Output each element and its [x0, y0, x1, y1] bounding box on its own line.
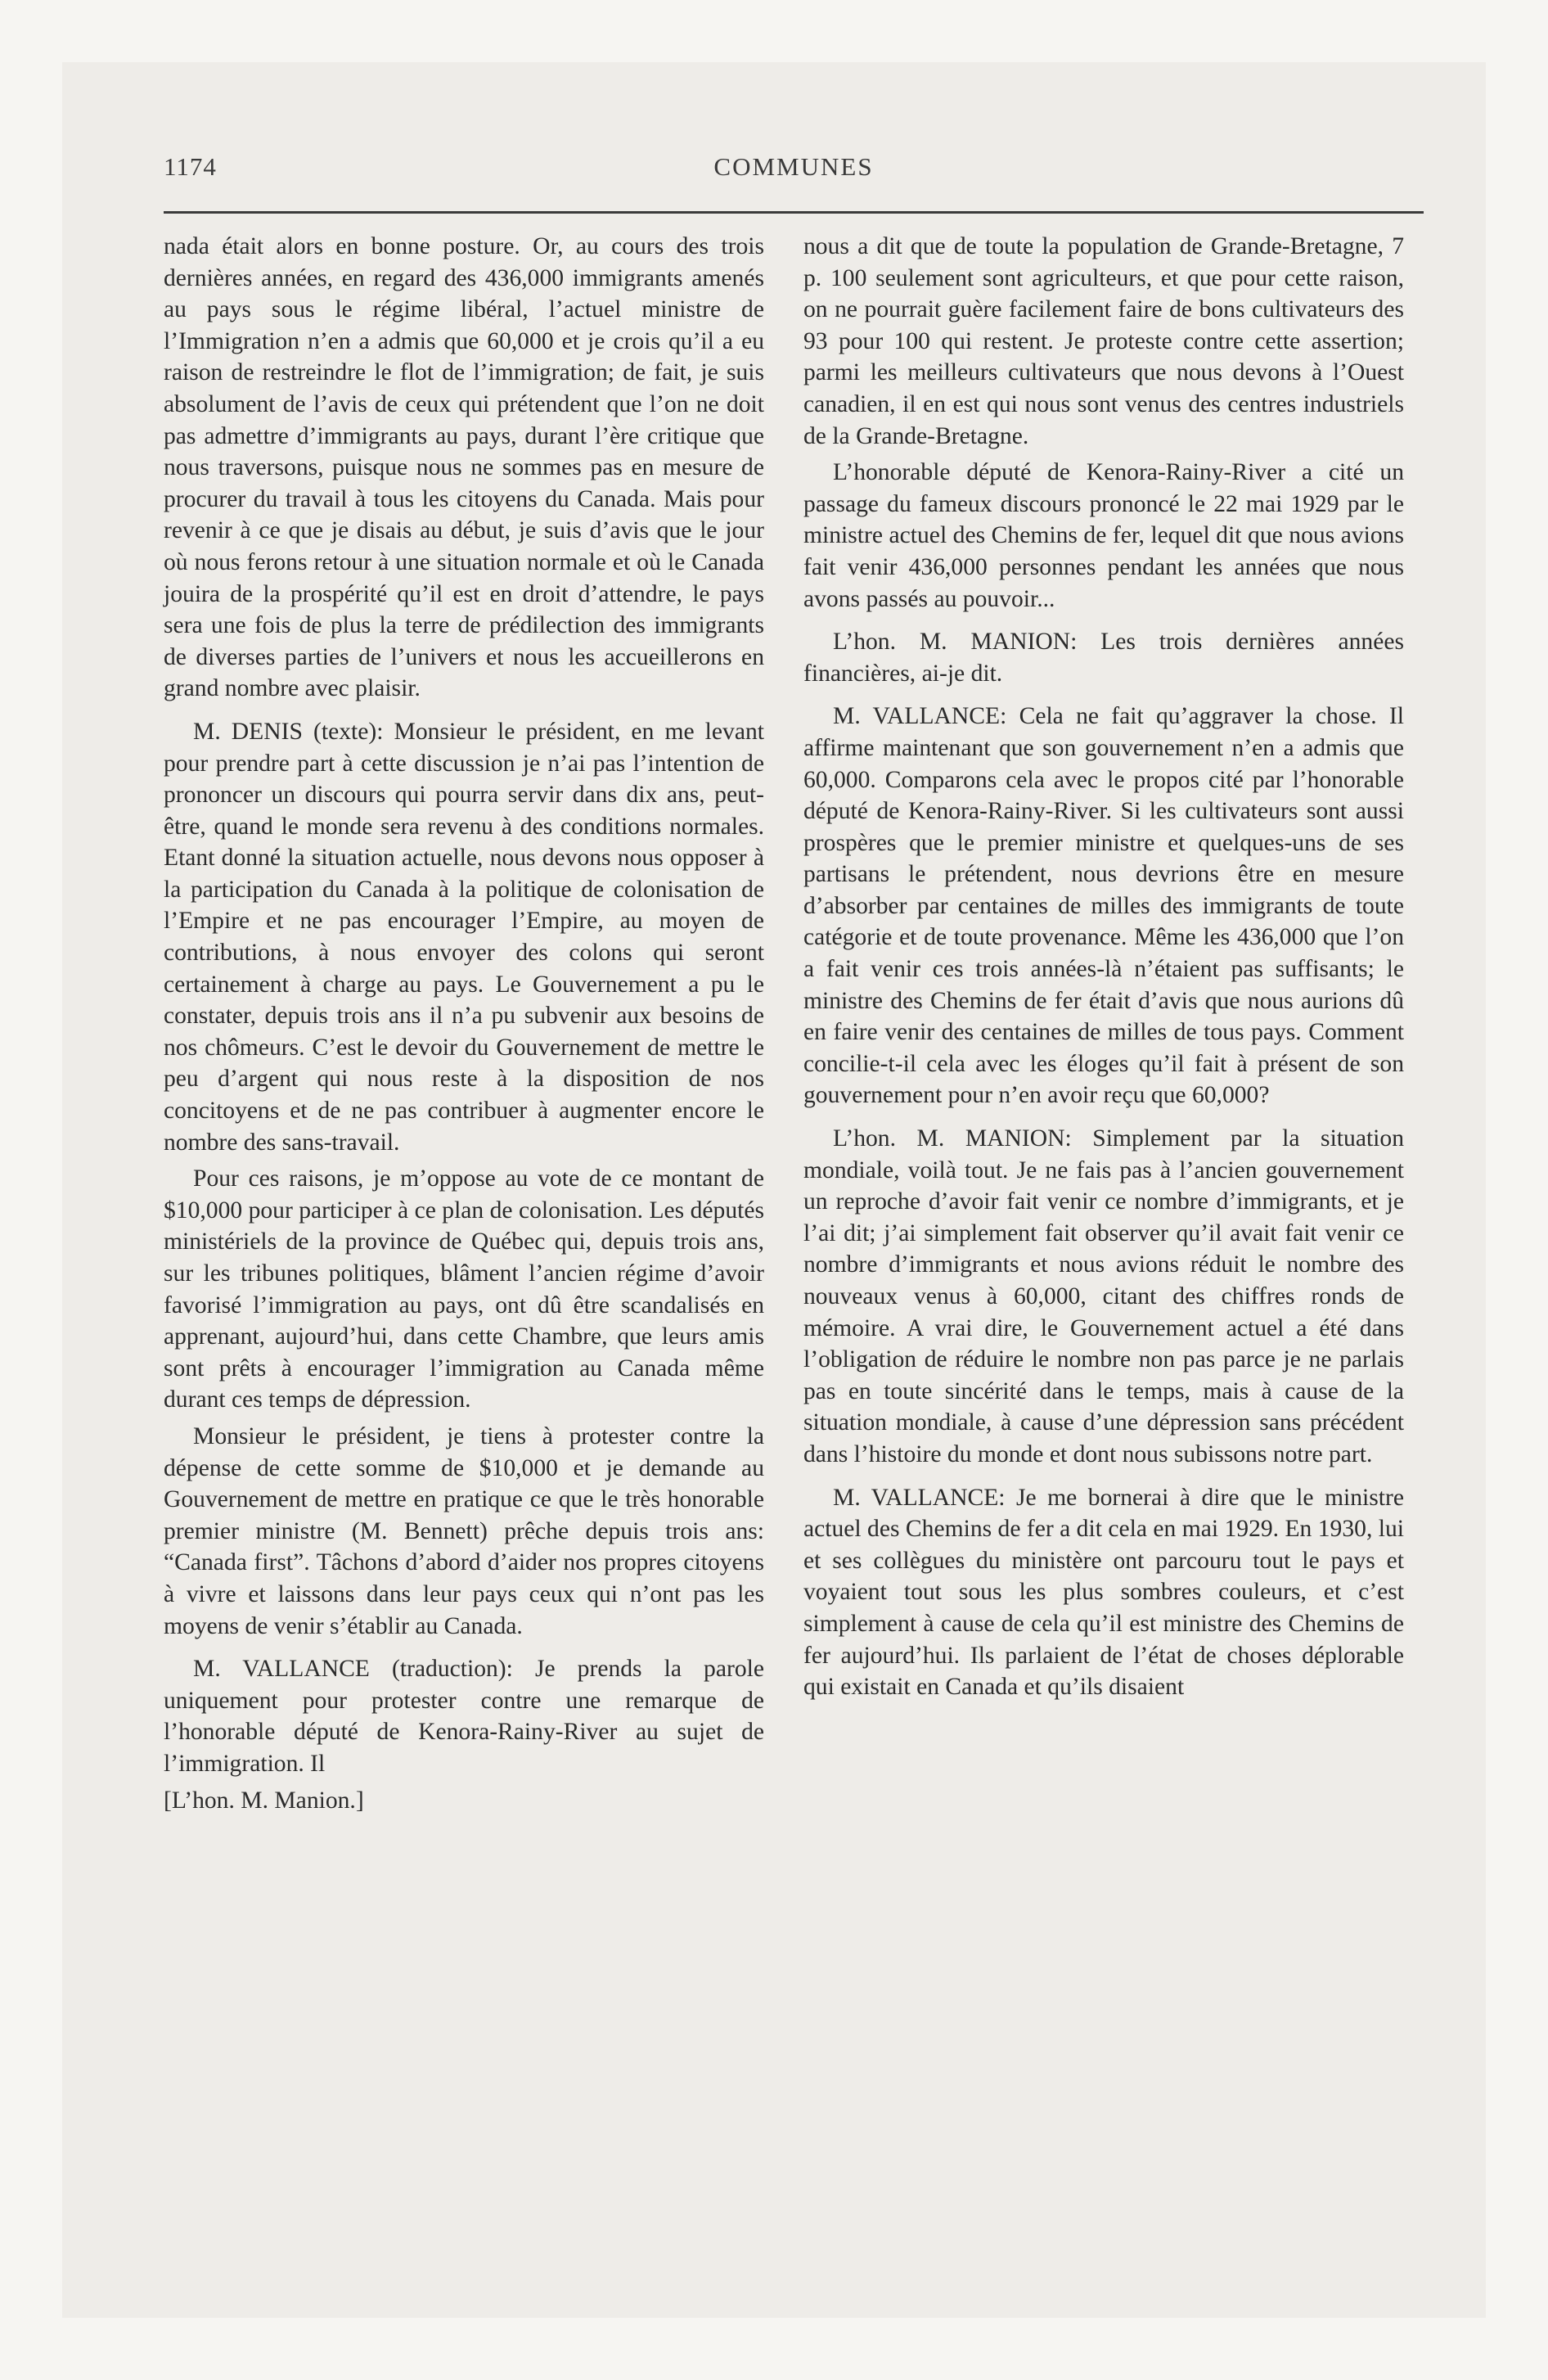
paragraph: nada était alors en bonne posture. Or, au cours des trois dernières années, en regard des 436,000 immigrants amenés au pays sous le régime libéral, l’actuel ministre de l’Immigration n’en a admis que 60,000 et je crois qu’il a eu raison de restreindre le flot de l’immigration; de fait, je suis absolument de l’avis de ceux qui prétendent que l’on ne doit pas admettre d’immigrants au pays, durant l’ère critique que nous traversons, puisque nous ne sommes pas en mesure de procurer du travail à tous les citoyens du Canada. Mais pour revenir à ce que je disais au début, je suis d’avis que le jour où nous ferons retour à une situation normale et où le Canada jouira de la prospérité qu’il est en droit d’attendre, le pays sera une fois de plus la terre de prédilection des immigrants de diverses parties de l’univers et nous les accueillerons en grand nombre avec plaisir.: [164, 233, 764, 702]
speaker-signoff: [L’hon. M. Manion.]: [164, 1787, 364, 1814]
paragraph-manion: L’hon. M. MANION: Les trois dernières années financières, ai-je dit.: [803, 629, 1404, 687]
paragraph-vallance: M. VALLANCE (traduction): Je prends la parole uniquement pour protester contre une remarque de l’honorable député de Kenora-Rainy-River au sujet de l’immigration. Il: [164, 1656, 764, 1777]
running-head: COMMUNES: [713, 152, 874, 181]
paragraph-denis: M. DENIS (texte): Monsieur le président, en me levant pour prendre part à cette discussion je n’ai pas l’intention de prononcer un discours qui pourra servir dans dix ans, peut-être, quand le monde sera revenu à des conditions normales. Etant donné la situation actuelle, nous devons nous opposer à la participation du Canada à la politique de colonisation de l’Empire et ne pas encourager l’Empire, au moyen de contributions, à nous envoyer des colons qui seront certainement à charge au pays. Le Gouvernement a pu le constater, depuis trois ans il n’a pu subvenir aux besoins de nos chômeurs. C’est le devoir du Gouvernement de mettre le peu d’argent qui nous reste à la disposition de nos concitoyens et de ne pas contribuer à augmenter encore le nombre des sans-travail.: [164, 718, 764, 1156]
paragraph: nous a dit que de toute la population de Grande-Bretagne, 7 p. 100 seulement sont agriculteurs, et que pour cette raison, on ne pourrait guère facilement faire de bons cultivateurs des 93 pour 100 qui restent. Je proteste contre cette assertion; parmi les meilleurs cultivateurs que nous devons à l’Ouest canadien, il en est qui nous sont venus des centres industriels de la Grande-Bretagne.: [803, 233, 1404, 449]
paragraph-vallance: M. VALLANCE: Je me bornerai à dire que le ministre actuel des Chemins de fer a dit cela en mai 1929. En 1930, lui et ses collègues du ministère ont parcouru tout le pays et voyaient tout sous les plus sombres couleurs, et c’est simplement à cause de cela qu’il est ministre des Chemins de fer aujourd’hui. Ils parlaient de l’état de choses déplorable qui existait en Canada et qu’ils disaient: [803, 1484, 1404, 1701]
paragraph: Monsieur le président, je tiens à protester contre la dépense de cette somme de $10,000 et je demande au Gouvernement de mettre en pratique ce que le très honorable premier ministre (M. Bennett) prêche depuis trois ans: “Canada first”. Tâchons d’abord d’aider nos propres citoyens à vivre et laissons dans leur pays ceux qui n’ont pas les moyens de venir s’établir au Canada.: [164, 1422, 764, 1639]
paragraph-manion: L’hon. M. MANION: Simplement par la situation mondiale, voilà tout. Je ne fais pas à l’ancien gouvernement un reproche d’avoir fait venir ce nombre d’immigrants, et je l’ai dit; j’ai simplement fait observer qu’il avait fait venir ce nombre d’immigrants et nous avions réduit le nombre des nouveaux venus à 60,000, citant des chiffres ronds de mémoire. A vrai dire, le Gouvernement actuel a été dans l’obligation de réduire le nombre non pas parce je ne parlais pas en toute sincérité dans le temps, mais à cause de la situation mondiale, à cause d’une dépression sans précédent dans l’histoire du monde et dont nous subissons notre part.: [803, 1125, 1404, 1467]
left-column: [164, 231, 764, 1816]
right-column: [803, 231, 1404, 1703]
header-rule: [164, 211, 1424, 214]
paragraph: L’honorable député de Kenora-Rainy-River a cité un passage du fameux discours prononcé le 22 mai 1929 par le ministre actuel des Chemins de fer, lequel dit que nous avions fait venir 436,000 personnes pendant les années que nous avons passés au pouvoir...: [803, 459, 1404, 612]
page-number: 1174: [164, 152, 217, 181]
page-header: [164, 152, 1424, 193]
paragraph: Pour ces raisons, je m’oppose au vote de ce montant de $10,000 pour participer à ce plan de colonisation. Les députés ministériels de la province de Québec qui, depuis trois ans, sur les tribunes politiques, blâment l’ancien régime d’avoir favorisé l’immigration au pays, ont dû être scandalisés en apprenant, aujourd’hui, dans cette Chambre, que leurs amis sont prêts à encourager l’immigration au Canada même durant ces temps de dépression.: [164, 1165, 764, 1413]
paragraph-vallance: M. VALLANCE: Cela ne fait qu’aggraver la chose. Il affirme maintenant que son gouvernement n’en a admis que 60,000. Comparons cela avec le propos cité par l’honorable député de Kenora-Rainy-River. Si les cultivateurs sont aussi prospères que le premier ministre et quelques-uns de ses partisans le prétendent, nous devrions être en mesure d’absorber par centaines de milles des immigrants de toute catégorie et de toute provenance. Même les 436,000 que l’on a fait venir ces trois années-là n’étaient pas suffisants; le ministre des Chemins de fer était d’avis que nous aurions dû en faire venir des centaines de milles de tous pays. Comment concilie-t-il cela avec les éloges qu’il fait à présent de son gouvernement pour n’en avoir reçu que 60,000?: [803, 703, 1404, 1109]
